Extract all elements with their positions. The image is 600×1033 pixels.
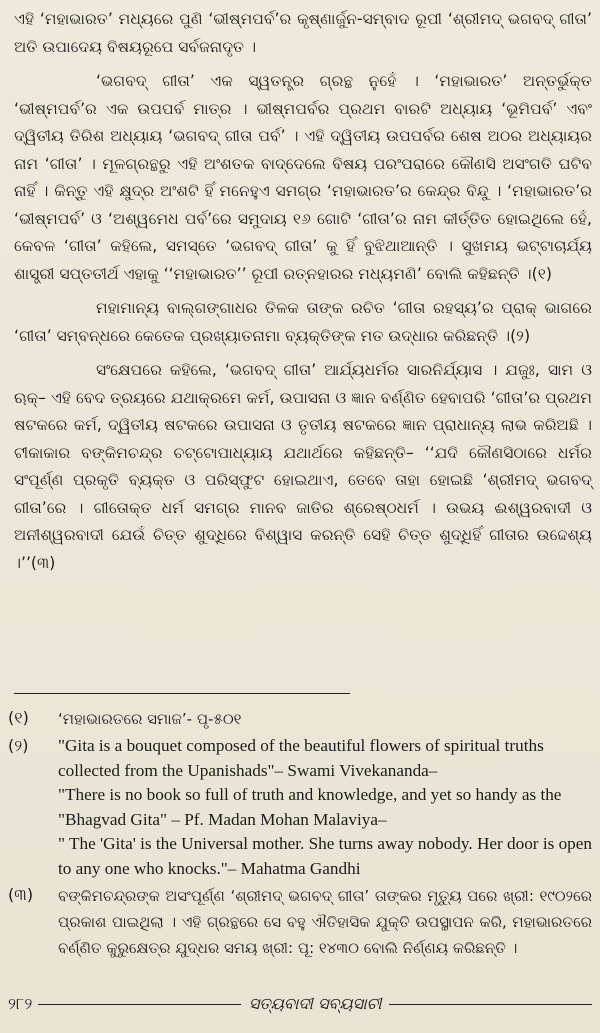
footnote-1-number: (୧) [8,708,29,727]
footnote-divider [14,693,350,694]
page-footer [8,993,592,1015]
footnote-1-text: ‘ମହାଭାରତରେ ସମାଜ’- ପୃ-୫୦୧ [58,710,242,728]
footnote-2 [8,734,592,881]
footnote-2-number: (୨) [8,736,29,755]
footer-rule-right [389,1004,592,1005]
page-number: ୨୮୨ [8,994,33,1013]
quote-gandhi: " The 'Gita' is the Universal mother. She turns away nobody. Her door is open to any one who knocks."– Mahatma Gandhi [58,834,592,878]
paragraph-2: ‘ଭଗବଦ୍ ଗୀତା’ ଏକ ସ୍ୱତନ୍ତ୍ର ଗ୍ରନ୍ଥ ନୁହେଁ । ‘ମହାଭାରତ’ ଅନ୍ତର୍ଭୁକ୍ତ ‘ଭୀଷ୍ମପର୍ବ’ର ଏକ ଉପପର୍ବ ମାତ୍ର । ଭୀଷ୍ମପର୍ବର ପ୍ରଥମ ବାରଟି ଅଧ୍ୟାୟ ‘ଭୂମିପର୍ବ’ ଏବଂ ଦ୍ୱିତୀୟ ତିରିଶ ଅଧ୍ୟାୟ ‘ଭଗବଦ୍ ଗୀତା ପର୍ବ’ । ଏହି ଦ୍ୱିତୀୟ ଉପପର୍ବର ଶେଷ ଅଠର ଅଧ୍ୟାୟର ନାମ ‘ଗୀତା’ । ମୂଳଗ୍ରନ୍ଥରୁ ଏହି ଅଂଶତକ ବାଦ୍‌ଦେଲେ ବିଷୟ ପରଂପରାରେ କୌଣସି ଅସଂଗତି ଘଟିବ ନାହିଁ । କିନ୍ତୁ ଏହି କ୍ଷୁଦ୍ର ଅଂଶଟି ହିଁ ମନେହୁଏ ସମଗ୍ର ‘ମହାଭାରତ’ର କେନ୍ଦ୍ର ବିନ୍ଦୁ । ‘ମହାଭାରତ’ର ‘ଭୀଷ୍ମପର୍ବ’ ଓ ‘ଅଶ୍ୱମେଧ ପର୍ବ’ରେ ସମୁଦାୟ ୧୬ ଗୋଟି ‘ଗୀତା’ର ନାମ କୀର୍ତ୍ତିତ ହୋଇଥିଲେ ହେଁ, କେବଳ ‘ଗୀତା’ କହିଲେ, ସମସ୍ତେ ‘ଭଗବଦ୍ ଗୀତା’ କୁ ହିଁ ବୁଝିଥାଆନ୍ତି । ସୁଖମୟ ଭଟ୍ଟାଚାର୍ଯ୍ୟ ଶାସ୍ତ୍ରୀ ସପ୍ତତୀର୍ଥ ଏହାକୁ ‘‘ମହାଭାରତ’’ ରୂପୀ ରତ୍ନହାରର ମଧ୍ୟମଣି’ ବୋଲି କହିଛନ୍ତି ।(୧) [14,72,592,283]
footer-rule-left [38,1004,241,1005]
paragraph-1: ଏହି ‘ମହାଭାରତ’ ମଧ୍ୟରେ ପୁଣି ‘ଭୀଷ୍ମପର୍ବ’ର କୃଷ୍ଣାର୍ଜୁନ-ସମ୍ବାଦ ରୂପୀ ‘ଶ୍ରୀମଦ୍ ଭଗବଦ୍ ଗୀତା’ ଅତି ଉପାଦେୟ ବିଷୟରୂପେ ସର୍ବଜନାଦୃତ । [14,10,592,56]
footnotes [8,706,592,963]
footnote-3 [8,883,592,961]
footnote-1 [8,706,592,732]
footnote-3-text: ବଙ୍କିମଚନ୍ଦ୍ରଙ୍କ ଅସଂପୂର୍ଣ୍ଣ ‘ଶ୍ରୀମଦ୍ ଭଗବଦ୍ ଗୀତା’ ତାଙ୍କର ମୃତ୍ୟୁ ପରେ ଖ୍ରୀ: ୧୯୦୨ରେ ପ୍ରକାଶ ପାଇଥିଲା । ଏହି ଗ୍ରନ୍ଥରେ ସେ ବହୁ ଐତିହାସିକ ଯୁକ୍ତି ଉପସ୍ଥାପନ କରି, ମହାଭାରତରେ ବର୍ଣ୍ଣିତ କୁରୁକ୍ଷେତ୍ର ଯୁଦ୍ଧର ସମୟ ଖ୍ରୀ: ପୂ: ୧୪୩୦ ବୋଲି ନିର୍ଣ୍ଣୟ କରିଛନ୍ତି । [58,887,592,957]
paragraph-3: ମହାମାନ୍ୟ ବାଲ୍‌ଗଙ୍ଗାଧର ତିଳକ ତାଙ୍କ ରଚିତ ‘ଗୀତା ରହସ୍ୟ’ର ପ୍ରାକ୍ ଭାଗରେ ‘ଗୀତା’ ସମ୍ବନ୍ଧରେ କେତେକ ପ୍ରଖ୍ୟାତନାମା ବ୍ୟକ୍ତିଙ୍କ ମତ ଉଦ୍ଧାର କରିଛନ୍ତି ।(୨) [14,299,592,345]
quote-vivekananda: "Gita is a bouquet composed of the beautiful flowers of spiritual truths collected from the Upanishads"– Swami Vivekananda– [58,736,544,780]
footnote-2-quotes [58,734,592,881]
paragraph-4: ସଂକ୍ଷେପରେ କହିଲେ, ‘ଭଗବଦ୍ ଗୀତା’ ଆର୍ଯ୍ୟଧର୍ମର ସାରନିର୍ଯ୍ୟାସ । ଯଜୁଃ, ସାମ ଓ ଋକ୍– ଏହି ବେଦ ତ୍ରୟରେ ଯଥାକ୍ରମେ କର୍ମ, ଉପାସନା ଓ ଜ୍ଞାନ ବର୍ଣ୍ଣିତ ହେବାପରି ‘ଗୀତା’ର ପ୍ରଥମ ଷଟକରେ କର୍ମ, ଦ୍ୱିତୀୟ ଷଟକରେ ଉପାସନା ଓ ତୃତୀୟ ଷଟକରେ ଜ୍ଞାନ ପ୍ରାଧାନ୍ୟ ଲାଭ କରିଅଛି । ଟୀକାକାର ବଙ୍କିମଚନ୍ଦ୍ର ଚଟ୍ଟୋପାଧ୍ୟାୟ ଯଥାର୍ଥରେ କହିଛନ୍ତି– ‘‘ଯଦି କୌଣସିଠାରେ ଧର୍ମର ସଂପୂର୍ଣ୍ଣ ପ୍ରକୃତି ବ୍ୟକ୍ତ ଓ ପରିସ୍ଫୁଟ ହୋଇଥାଏ, ତେବେ ତାହା ହୋଇଛି ‘ଶ୍ରୀମଦ୍ ଭଗବଦ୍ ଗୀତା’ରେ । ଗୀତୋକ୍ତ ଧର୍ମ ସମଗ୍ର ମାନବ ଜାତିର ଶ୍ରେଷ୍ଠଧର୍ମ । ଉଭୟ ଈଶ୍ୱରବାଦୀ ଓ ଅନୀଶ୍ୱରବାଦୀ ଯେଉଁ ଚିତ୍ତ ଶୁଦ୍ଧିରେ ବିଶ୍ୱାସ କରନ୍ତି ସେହି ଚିତ୍ତ ଶୁଦ୍ଧିହିଁ ଗୀତାର ଉଦ୍ଦେଶ୍ୟ ।’’(୩) [14,361,592,572]
footnote-3-number: (୩) [8,885,34,904]
running-title: ସତ୍ୟବାଦୀ ସବ୍ୟସାଚୀ [248,994,382,1013]
main-text [14,6,592,584]
quote-malaviya: "There is no book so full of truth and knowledge, and yet so handy as the "Bhagvad Gita" – Pf. Madan Mohan Malaviya– [58,785,562,829]
